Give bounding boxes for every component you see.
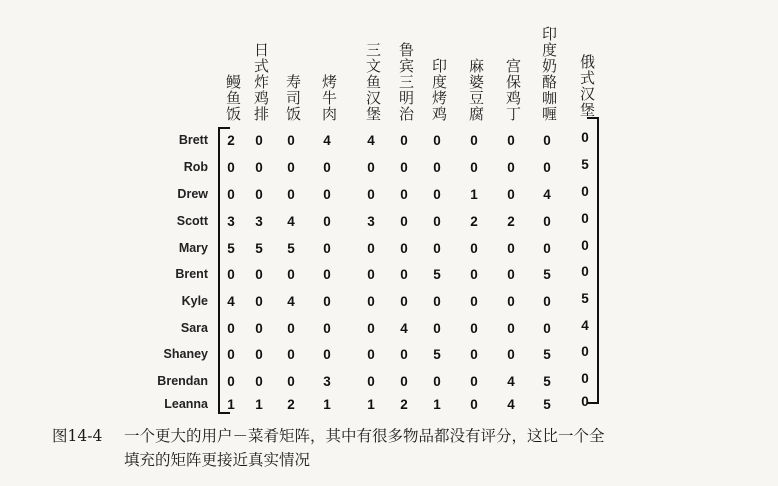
- rating-cell: 0: [227, 347, 235, 362]
- rating-cell: 0: [400, 160, 408, 175]
- column-header: 麻婆豆腐: [467, 58, 485, 122]
- user-label: Drew: [177, 187, 208, 201]
- rating-cell: 0: [581, 184, 589, 199]
- rating-cell: 0: [323, 294, 331, 309]
- rating-cell: 5: [581, 157, 589, 172]
- rating-cell: 0: [400, 241, 408, 256]
- rating-cell: 0: [433, 187, 441, 202]
- rating-cell: 0: [581, 371, 589, 386]
- rating-cell: 0: [255, 267, 263, 282]
- rating-cell: 4: [507, 397, 515, 412]
- rating-cell: 0: [287, 321, 295, 336]
- rating-cell: 4: [367, 133, 375, 148]
- rating-cell: 4: [287, 294, 295, 309]
- rating-cell: 0: [323, 267, 331, 282]
- rating-cell: 4: [227, 294, 235, 309]
- rating-cell: 0: [255, 133, 263, 148]
- rating-cell: 0: [287, 347, 295, 362]
- rating-cell: 0: [433, 241, 441, 256]
- rating-cell: 0: [323, 321, 331, 336]
- rating-cell: 0: [400, 294, 408, 309]
- caption-line-2: 填充的矩阵更接近真实情况: [124, 451, 311, 469]
- rating-cell: 0: [367, 267, 375, 282]
- rating-cell: 4: [400, 321, 408, 336]
- rating-cell: 0: [470, 241, 478, 256]
- rating-cell: 0: [433, 214, 441, 229]
- rating-cell: 0: [507, 241, 515, 256]
- rating-cell: 0: [323, 241, 331, 256]
- rating-cell: 4: [581, 318, 589, 333]
- rating-cell: 0: [470, 294, 478, 309]
- column-headers: [0, 0, 778, 128]
- rating-cell: 0: [507, 187, 515, 202]
- user-label: Brendan: [157, 374, 208, 388]
- rating-cell: 0: [433, 294, 441, 309]
- rating-cell: 0: [543, 241, 551, 256]
- rating-cell: 0: [400, 214, 408, 229]
- column-header: 印度烤鸡: [430, 58, 448, 122]
- rating-cell: 0: [507, 160, 515, 175]
- rating-cell: 0: [367, 294, 375, 309]
- rating-cell: 2: [400, 397, 408, 412]
- rating-cell: 1: [227, 397, 235, 412]
- rating-cell: 0: [287, 267, 295, 282]
- rating-cell: 0: [255, 347, 263, 362]
- rating-cell: 1: [470, 187, 478, 202]
- column-header: 宫保鸡丁: [504, 58, 522, 122]
- user-label: Shaney: [163, 347, 208, 361]
- rating-cell: 0: [470, 321, 478, 336]
- rating-cell: 0: [470, 267, 478, 282]
- rating-cell: 1: [323, 397, 331, 412]
- column-header: 日式炸鸡排: [252, 42, 270, 122]
- matrix-right-bracket: [587, 117, 599, 404]
- rating-cell: 5: [543, 267, 551, 282]
- rating-cell: 2: [507, 214, 515, 229]
- rating-cell: 0: [433, 321, 441, 336]
- rating-cell: 0: [470, 347, 478, 362]
- column-header: 烤牛肉: [320, 74, 338, 122]
- rating-cell: 0: [287, 160, 295, 175]
- rating-cell: 0: [433, 374, 441, 389]
- rating-cell: 0: [367, 160, 375, 175]
- user-label: Mary: [178, 241, 208, 255]
- rating-cell: 3: [367, 214, 375, 229]
- user-label: Sara: [180, 321, 208, 335]
- rating-cell: 0: [581, 344, 589, 359]
- rating-cell: 3: [323, 374, 331, 389]
- rating-cell: 5: [433, 267, 441, 282]
- rating-cell: 0: [433, 160, 441, 175]
- user-label: Kyle: [181, 294, 208, 308]
- rating-cell: 0: [581, 238, 589, 253]
- rating-cell: 0: [400, 374, 408, 389]
- rating-cell: 0: [323, 187, 331, 202]
- column-header: 鳗鱼饭: [224, 74, 242, 122]
- rating-cell: 4: [507, 374, 515, 389]
- rating-cell: 0: [470, 397, 478, 412]
- matrix-left-bracket: [218, 127, 230, 414]
- rating-cell: 0: [470, 160, 478, 175]
- rating-cell: 0: [367, 241, 375, 256]
- rating-cell: 1: [367, 397, 375, 412]
- rating-cell: 4: [543, 187, 551, 202]
- rating-cell: 5: [287, 241, 295, 256]
- rating-cell: 5: [543, 374, 551, 389]
- rating-cell: 1: [433, 397, 441, 412]
- rating-cell: 0: [323, 214, 331, 229]
- rating-cell: 0: [227, 374, 235, 389]
- figure-number: 图14-4: [52, 427, 103, 445]
- rating-cell: 0: [507, 294, 515, 309]
- rating-cell: 2: [287, 397, 295, 412]
- rating-cell: 0: [543, 294, 551, 309]
- rating-cell: 4: [287, 214, 295, 229]
- rating-cell: 3: [255, 214, 263, 229]
- user-label: Rob: [183, 160, 208, 174]
- rating-cell: 0: [400, 347, 408, 362]
- rating-cell: 0: [367, 321, 375, 336]
- rating-cell: 0: [507, 347, 515, 362]
- rating-cell: 0: [400, 133, 408, 148]
- rating-cell: 0: [323, 160, 331, 175]
- rating-cell: 0: [287, 133, 295, 148]
- rating-cell: 0: [581, 264, 589, 279]
- column-header: 三文鱼汉堡: [364, 42, 382, 122]
- rating-cell: 1: [255, 397, 263, 412]
- rating-cell: 0: [507, 133, 515, 148]
- rating-cell: 0: [227, 321, 235, 336]
- rating-cell: 0: [255, 374, 263, 389]
- rating-cell: 0: [543, 321, 551, 336]
- rating-cell: 0: [581, 130, 589, 145]
- rating-cell: 0: [470, 133, 478, 148]
- rating-cell: 5: [227, 241, 235, 256]
- column-header: 印度奶酪咖喱: [540, 26, 558, 122]
- rating-cell: 0: [507, 321, 515, 336]
- rating-cell: 0: [287, 187, 295, 202]
- rating-cell: 5: [581, 291, 589, 306]
- rating-cell: 2: [227, 133, 235, 148]
- rating-cell: 3: [227, 214, 235, 229]
- user-label: Brett: [178, 133, 208, 147]
- column-header: 俄式汉堡: [578, 54, 596, 118]
- user-label: Scott: [176, 214, 208, 228]
- rating-cell: 0: [400, 187, 408, 202]
- rating-cell: 0: [255, 321, 263, 336]
- rating-cell: 0: [581, 394, 589, 409]
- column-header: 寿司饭: [284, 74, 302, 122]
- column-header: 鲁宾三明治: [397, 42, 415, 122]
- rating-cell: 0: [433, 133, 441, 148]
- rating-cell: 0: [367, 374, 375, 389]
- rating-cell: 0: [287, 374, 295, 389]
- rating-cell: 0: [255, 294, 263, 309]
- rating-cell: 0: [581, 211, 589, 226]
- figure-caption: [52, 424, 752, 472]
- rating-cell: 0: [227, 160, 235, 175]
- rating-cell: 4: [323, 133, 331, 148]
- rating-cell: 2: [470, 214, 478, 229]
- rating-cell: 0: [470, 374, 478, 389]
- rating-cell: 0: [227, 267, 235, 282]
- rating-cell: 0: [367, 187, 375, 202]
- rating-cell: 0: [367, 347, 375, 362]
- user-label: Brent: [175, 267, 208, 281]
- rating-cell: 0: [227, 187, 235, 202]
- rating-cell: 0: [543, 160, 551, 175]
- rating-cell: 0: [255, 160, 263, 175]
- rating-cell: 0: [543, 133, 551, 148]
- rating-cell: 5: [543, 397, 551, 412]
- user-label: Leanna: [164, 397, 208, 411]
- rating-cell: 0: [400, 267, 408, 282]
- rating-cell: 0: [255, 187, 263, 202]
- rating-cell: 0: [543, 214, 551, 229]
- rating-cell: 0: [507, 267, 515, 282]
- rating-cell: 5: [255, 241, 263, 256]
- caption-line-1: 一个更大的用户－菜肴矩阵，其中有很多物品都没有评分，这比一个全: [124, 427, 605, 445]
- rating-cell: 5: [543, 347, 551, 362]
- rating-cell: 5: [433, 347, 441, 362]
- rating-cell: 0: [323, 347, 331, 362]
